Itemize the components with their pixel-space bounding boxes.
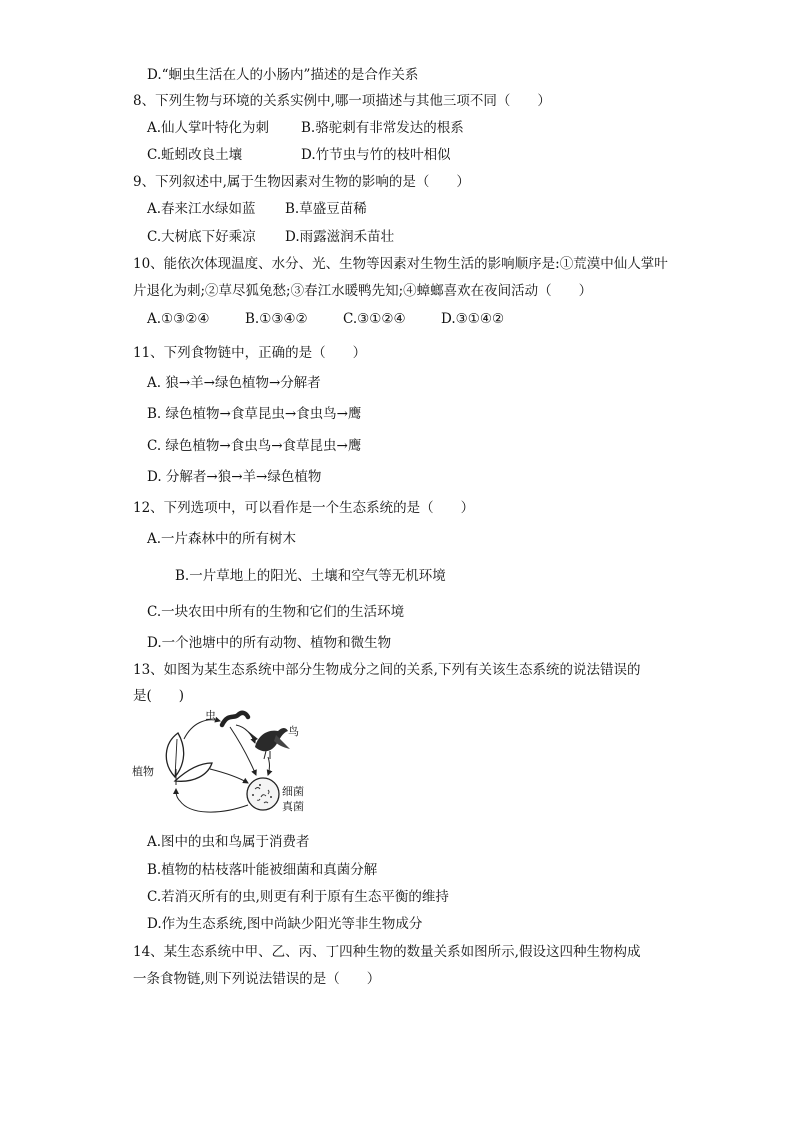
q12-option-a: A.一片森林中的所有树木 [147, 531, 297, 547]
decomposer-circle [247, 778, 279, 810]
q8-option-a: A.仙人掌叶特化为刺 [147, 120, 270, 136]
plant-leaf-icon [166, 733, 212, 785]
q12-option-d: D.一个池塘中的所有动物、植物和微生物 [147, 635, 392, 651]
q8-stem: 8、下列生物与环境的关系实例中,哪一项描述与其他三项不同（ ） [133, 93, 551, 109]
q9-stem: 9、下列叙述中,属于生物因素对生物的影响的是（ ） [133, 174, 470, 190]
q11-option-a: A. 狼→羊→绿色植物→分解者 [147, 375, 321, 391]
q10-option-c: C.③①②④ [343, 311, 406, 327]
q10-option-a: A.①③②④ [147, 311, 210, 327]
q14-stem-line2: 一条食物链,则下列说法错误的是（ ） [133, 971, 381, 987]
diagram-label-bacteria: 细菌 [282, 785, 304, 798]
q12-stem: 12、下列选项中，可以看作是一个生态系统的是（ ） [133, 500, 475, 516]
diagram-label-plant: 植物 [132, 765, 154, 778]
q14-stem-line1: 14、某生态系统中甲、乙、丙、丁四种生物的数量关系如图所示,假设这四种生物构成 [133, 944, 641, 960]
q11-option-c: C. 绿色植物→食虫鸟→食草昆虫→鹰 [147, 438, 362, 454]
bird-icon [248, 728, 290, 759]
diagram-label-insect: 虫 [205, 709, 216, 722]
q8-option-c: C.蚯蚓改良土壤 [147, 147, 243, 163]
q8-option-b: B.骆驼刺有非常发达的根系 [301, 120, 464, 136]
q7-option-d: D.“蛔虫生活在人的小肠内”描述的是合作关系 [147, 67, 419, 83]
q12-option-b: B.一片草地上的阳光、土壤和空气等无机环境 [175, 568, 446, 584]
q11-stem: 11、下列食物链中，正确的是（ ） [133, 345, 367, 361]
q9-options-row2 [147, 228, 647, 246]
q11-option-d: D. 分解者→狼→羊→绿色植物 [147, 469, 322, 485]
q10-option-b: B.①③④② [245, 311, 308, 327]
q8-options-row2 [147, 146, 647, 164]
q9-option-a: A.春来江水绿如蓝 [147, 201, 256, 217]
q10-stem-line2: 片退化为刺;②草尽狐兔愁;③春江水暖鸭先知;④蟑螂喜欢在夜间活动（ ） [133, 283, 593, 299]
q10-option-d: D.③①④② [441, 311, 505, 327]
q13-stem-line2: 是( ) [133, 688, 185, 704]
diagram-label-bird: 鸟 [288, 725, 299, 738]
q8-option-d: D.竹节虫与竹的枝叶相似 [301, 147, 451, 163]
q11-option-b: B. 绿色植物→食草昆虫→食虫鸟→鹰 [147, 406, 362, 422]
q9-option-b: B.草盛豆苗稀 [285, 201, 367, 217]
q10-stem-line1: 10、能依次体现温度、水分、光、生物等因素对生物生活的影响顺序是:①荒漠中仙人掌叶 [133, 256, 668, 272]
q13-option-d: D.作为生态系统,图中尚缺少阳光等非生物成分 [147, 916, 423, 932]
q8-options-row1 [147, 119, 647, 137]
ecosystem-diagram [130, 705, 320, 820]
q13-option-c: C.若消灭所有的虫,则更有利于原有生态平衡的维持 [147, 889, 449, 905]
q10-options-row [147, 310, 547, 328]
q13-option-a: A.图中的虫和鸟属于消费者 [147, 834, 310, 850]
q9-option-d: D.雨露滋润禾苗壮 [285, 229, 395, 245]
diagram-label-fungi: 真菌 [282, 800, 304, 813]
q9-option-c: C.大树底下好乘凉 [147, 229, 256, 245]
q13-stem-line1: 13、如图为某生态系统中部分生物成分之间的关系,下列有关该生态系统的说法错误的 [133, 662, 641, 678]
q9-options-row1 [147, 200, 647, 218]
q12-option-c: C.一块农田中所有的生物和它们的生活环境 [147, 604, 405, 620]
q13-option-b: B.植物的枯枝落叶能被细菌和真菌分解 [147, 862, 378, 878]
insect-worm-icon [222, 713, 248, 725]
